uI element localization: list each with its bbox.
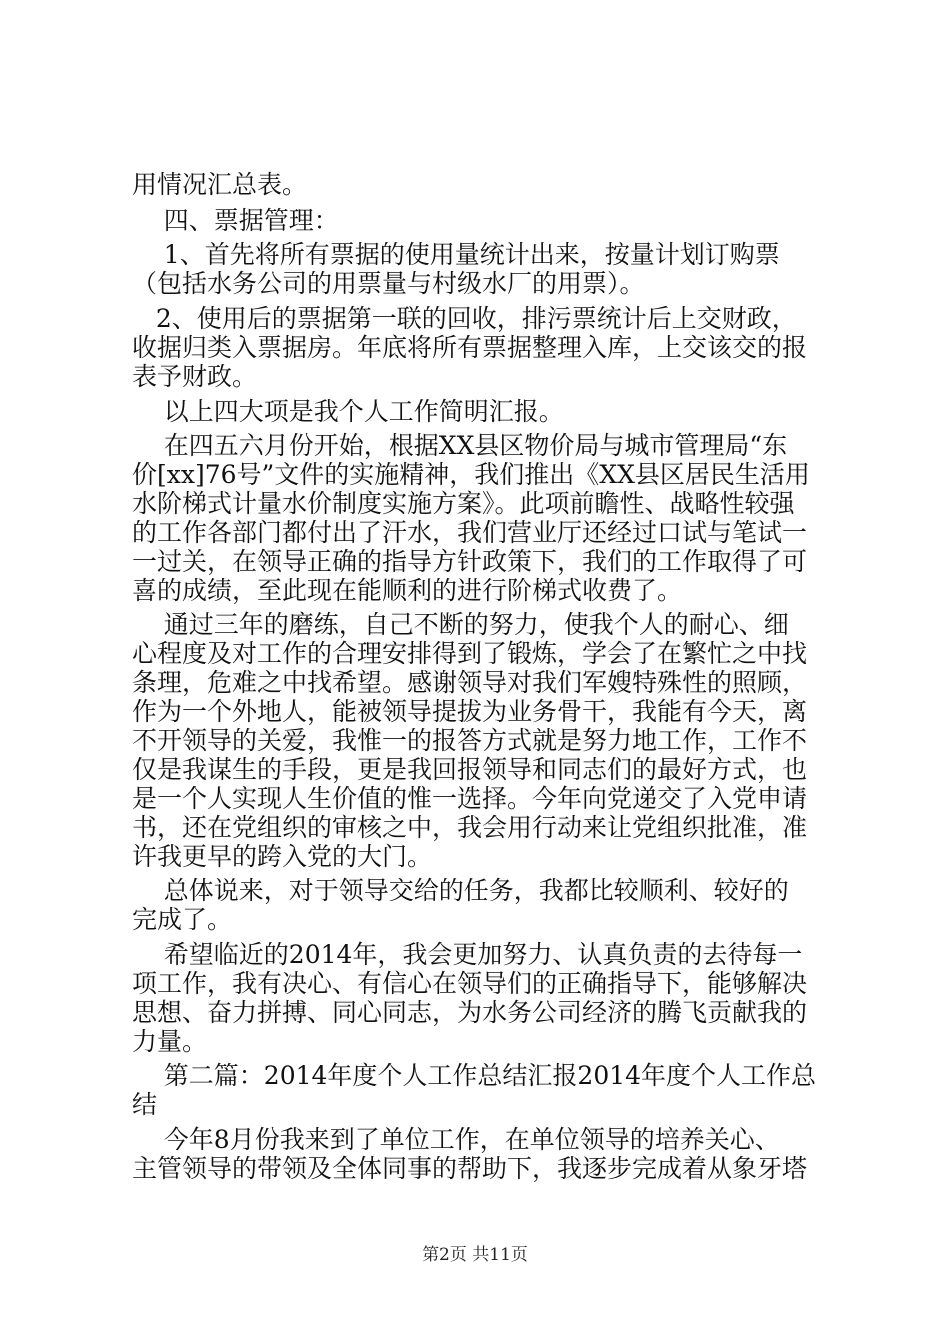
text-line: 一过关，在领导正确的指导方针政策下，我们的工作取得了可 [132, 547, 808, 576]
text-line: 希望临近的2014年，我会更加努力、认真负责的去待每一 [132, 940, 803, 969]
text-line: 条理，危难之中找希望。感谢领导对我们军嫂特殊性的照顾， [132, 668, 808, 697]
text-line: 书，还在党组织的审核之中，我会用行动来让党组织批准，准 [132, 813, 808, 842]
text-line: 仅是我谋生的手段，更是我回报领导和同志们的最好方式，也 [132, 755, 808, 784]
text-line: 今年8月份我来到了单位工作，在单位领导的培养关心、 [132, 1125, 780, 1154]
text-line: 喜的成绩，至此现在能顺利的进行阶梯式收费了。 [132, 576, 683, 605]
page-number-footer: 第2页 共11页 [422, 1245, 528, 1265]
text-line: 收据归类入票据房。年底将所有票据整理入库，上交该交的报 [132, 333, 808, 362]
text-line: 水阶梯式计量水价制度实施方案》。此项前瞻性、战略性较强 [132, 489, 795, 518]
text-line: 不开领导的关爱，我惟一的报答方式就是努力地工作，工作不 [132, 726, 808, 755]
section-title: 第二篇：2014年度个人工作总结汇报2014年度个人工作总 [132, 1061, 817, 1090]
section-heading: 四、票据管理： [132, 206, 339, 235]
text-line: 的工作各部门都付出了汗水，我们营业厅还经过口试与笔试一 [132, 518, 808, 547]
text-line: 思想、奋力拼搏、同心同志，为水务公司经济的腾飞贡献我的 [132, 998, 808, 1027]
text-line: 是一个人实现人生价值的惟一选择。今年向党递交了入党申请 [132, 784, 808, 813]
text-line: 项工作，我有决心、有信心在领导们的正确指导下，能够解决 [132, 969, 808, 998]
text-line: 完成了。 [132, 905, 233, 934]
text-line: 总体说来，对于领导交给的任务，我都比较顺利、较好的 [132, 876, 789, 905]
text-line: 作为一个外地人，能被领导提拔为业务骨干，我能有今天，离 [132, 697, 808, 726]
section-title: 结 [132, 1090, 158, 1119]
text-line: 2、使用后的票据第一联的回收，排污票统计后上交财政， [132, 304, 797, 333]
text-line: 力量。 [132, 1027, 208, 1056]
text-line: 主管领导的带领及全体同事的帮助下，我逐步完成着从象牙塔 [132, 1154, 808, 1183]
text-line: 价[xx]76号”文件的实施精神，我们推出《XX县区居民生活用 [132, 460, 810, 489]
text-line: 心程度及对工作的合理安排得到了锻炼，学会了在繁忙之中找 [132, 639, 808, 668]
text-line: （包括水务公司的用票量与村级水厂的用票）。 [132, 269, 645, 298]
text-line: 在四五六月份开始，根据XX县区物价局与城市管理局“东 [132, 431, 788, 460]
text-line: 表予财政。 [132, 362, 258, 391]
text-line: 用情况汇总表。 [132, 170, 308, 199]
text-line: 许我更早的跨入党的大门。 [132, 842, 433, 871]
text-line: 以上四大项是我个人工作简明汇报。 [132, 397, 564, 426]
text-line: 1、首先将所有票据的使用量统计出来，按量计划订购票 [132, 240, 780, 269]
text-line: 通过三年的磨练，自己不断的努力，使我个人的耐心、细 [132, 610, 789, 639]
